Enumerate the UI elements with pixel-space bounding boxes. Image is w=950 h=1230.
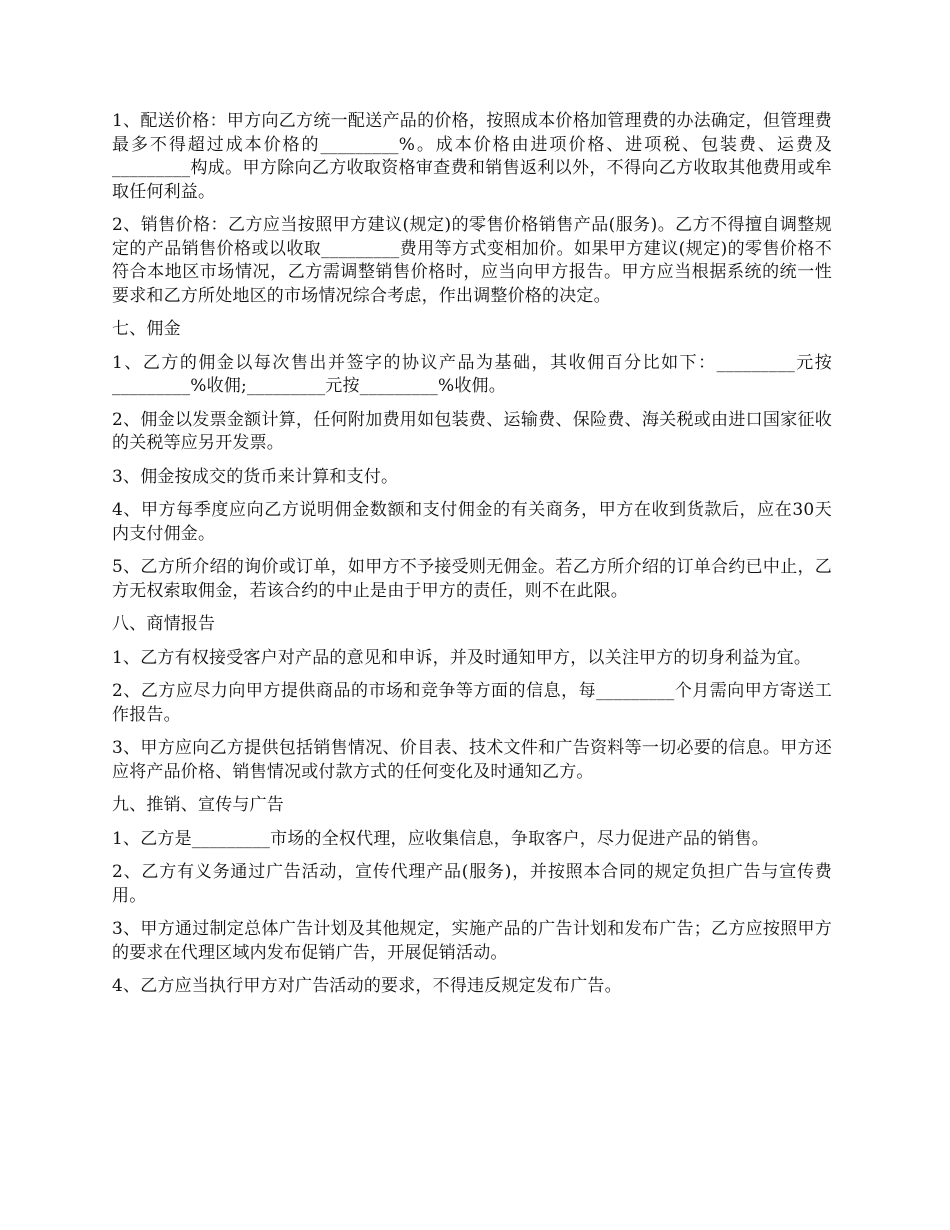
document-page xyxy=(112,110,832,1009)
clause-market-info: 2、乙方应尽力向甲方提供商品的市场和竞争等方面的信息，每_________个月需向甲方寄送工作报告。 xyxy=(112,681,832,725)
clause-commission-invoice: 2、佣金以发票金额计算，任何附加费用如包装费、运输费、保险费、海关税或由进口国家征收的关税等应另开发票。 xyxy=(112,409,832,453)
clause-commission-payment: 4、甲方每季度应向乙方说明佣金数额和支付佣金的有关商务，甲方在收到货款后，应在30天内支付佣金。 xyxy=(112,500,832,544)
clause-customer-feedback: 1、乙方有权接受客户对产品的意见和申诉，并及时通知甲方，以关注甲方的切身利益为宜。 xyxy=(112,647,812,668)
section-heading-business-report: 八、商情报告 xyxy=(112,614,216,634)
clause-commission-exception: 5、乙方所介绍的询价或订单，如甲方不予接受则无佣金。若乙方所介绍的订单合约已中止，乙方无权索取佣金，若该合约的中止是由于甲方的责任，则不在此限。 xyxy=(112,557,832,601)
clause-commission-currency: 3、佣金按成交的货币来计算和支付。 xyxy=(112,466,399,487)
clause-delivery-price: 1、配送价格：甲方向乙方统一配送产品的价格，按照成本价格加管理费的办法确定，但管理费最多不得超过成本价格的_________%。成本价格由进项价格、进项税、包装费、运费及_________构成。甲方除向乙方收取资格审查费和销售返利以外，不得向乙方收取其他费用或牟取任何利益。 xyxy=(112,111,832,202)
section-heading-promotion: 九、推销、宣传与广告 xyxy=(112,795,284,815)
clause-exclusive-agent: 1、乙方是_________市场的全权代理，应收集信息，争取客户，尽力促进产品的销售。 xyxy=(112,828,769,849)
clause-sales-price: 2、销售价格：乙方应当按照甲方建议(规定)的零售价格销售产品(服务)。乙方不得擅自调整规定的产品销售价格或以收取_________费用等方式变相加价。如果甲方建议(规定)的零售价格不符合本地区市场情况，乙方需调整销售价格时，应当向甲方报告。甲方应当根据系统的统一性要求和乙方所处地区的市场情况综合考虑，作出调整价格的决定。 xyxy=(112,215,832,306)
clause-advertising-duty: 2、乙方有义务通过广告活动，宣传代理产品(服务)，并按照本合同的规定负担广告与宣传费用。 xyxy=(112,862,832,906)
section-heading-commission: 七、佣金 xyxy=(112,319,181,339)
clause-advertising-compliance: 4、乙方应当执行甲方对广告活动的要求，不得违反规定发布广告。 xyxy=(112,976,622,996)
clause-advertising-plan: 3、甲方通过制定总体广告计划及其他规定，实施产品的广告计划和发布广告；乙方应按照甲方的要求在代理区域内发布促销广告，开展促销活动。 xyxy=(112,919,832,963)
clause-necessary-info: 3、甲方应向乙方提供包括销售情况、价目表、技术文件和广告资料等一切必要的信息。甲方还应将产品价格、销售情况或付款方式的任何变化及时通知乙方。 xyxy=(112,738,832,782)
clause-commission-rate: 1、乙方的佣金以每次售出并签字的协议产品为基础，其收佣百分比如下：_________元按_________%收佣;_________元按_________%收佣。 xyxy=(112,352,832,396)
